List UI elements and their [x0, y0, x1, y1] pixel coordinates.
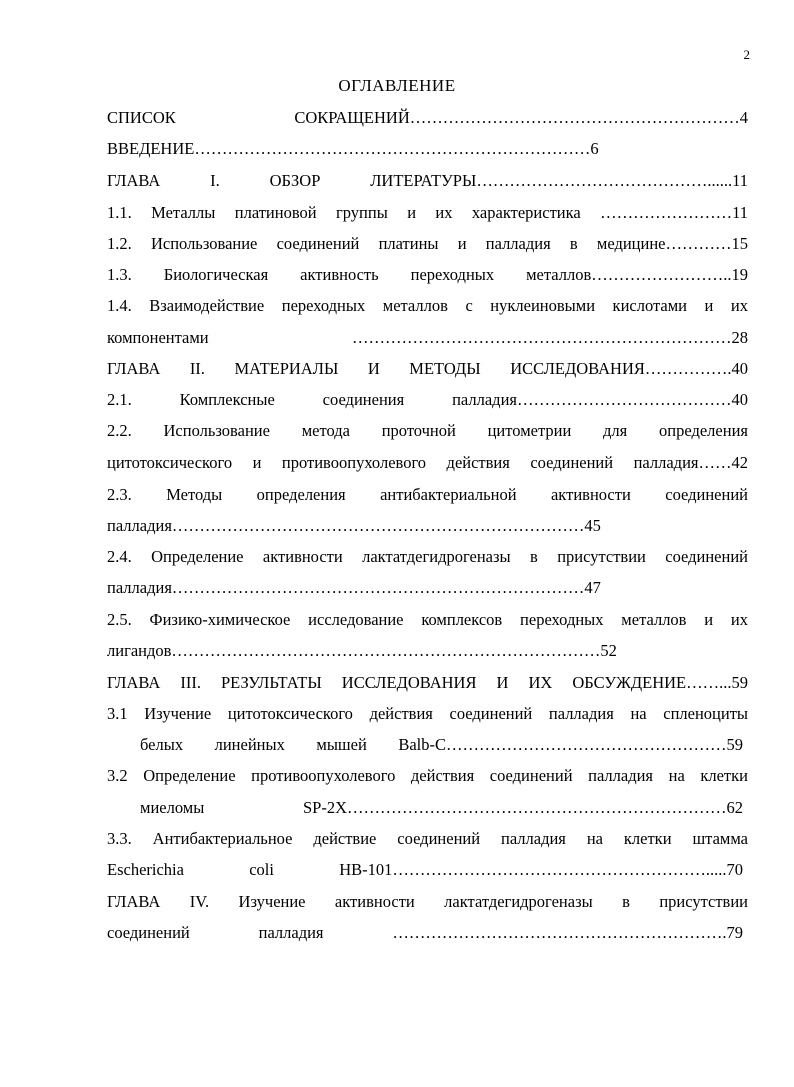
- toc-entry: цитотоксического и противоопухолевого действия соединений палладия……42: [107, 453, 748, 472]
- page-title: ОГЛАВЛЕНИЕ: [338, 76, 456, 95]
- toc-entry: ГЛАВА II. МАТЕРИАЛЫ И МЕТОДЫ ИССЛЕДОВАНИЯ…………….40: [107, 359, 748, 378]
- toc-entry: палладия…………………………………………………………………47: [107, 578, 601, 597]
- toc-entry: палладия…………………………………………………………………45: [107, 516, 601, 535]
- toc-entry: соединений палладия …………………………………………………….79: [107, 923, 743, 942]
- toc-entry: 3.2 Определение противоопухолевого действия соединений палладия на клетки: [107, 766, 748, 785]
- toc-entry: лигандов……………………………………………………………………52: [107, 641, 617, 660]
- toc-entry: 3.1 Изучение цитотоксического действия соединений палладия на спленоциты: [107, 704, 748, 723]
- toc-entry: 1.2. Использование соединений платины и палладия в медицине…………15: [107, 234, 748, 253]
- page-number: 2: [743, 47, 750, 62]
- toc-entry: Escherichia coli HB-101………………………………………………….....70: [107, 860, 743, 879]
- toc-entry: 2.4. Определение активности лактатдегидрогеназы в присутствии соединений: [107, 547, 748, 566]
- toc-entry: миеломы SP-2X……………………………………………………………62: [140, 798, 743, 817]
- toc-entry: 2.5. Физико-химическое исследование комплексов переходных металлов и их: [107, 610, 748, 629]
- toc-entry: СПИСОК СОКРАЩЕНИЙ……………………………………………………4: [107, 108, 748, 127]
- toc-entry: 2.2. Использование метода проточной цитометрии для определения: [107, 421, 748, 440]
- toc-entry: 1.4. Взаимодействие переходных металлов с нуклеиновыми кислотами и их: [107, 296, 748, 315]
- toc-entry: 3.3. Антибактериальное действие соединений палладия на клетки штамма: [107, 829, 748, 848]
- toc-entry: ГЛАВА IV. Изучение активности лактатдегидрогеназы в присутствии: [107, 892, 748, 911]
- toc-entry: ГЛАВА I. ОБЗОР ЛИТЕРАТУРЫ……………………………………......11: [107, 171, 748, 190]
- toc-entry: компонентами ……………………………………………………………28: [107, 328, 748, 347]
- toc-entry: ВВЕДЕНИЕ………………………………………………………………6: [107, 139, 599, 158]
- toc-entry: белых линейных мышей Balb-C……………………………………………59: [140, 735, 743, 754]
- toc-entry: 2.1. Комплексные соединения палладия…………………………………40: [107, 390, 748, 409]
- toc-entry: ГЛАВА III. РЕЗУЛЬТАТЫ ИССЛЕДОВАНИЯ И ИХ ОБСУЖДЕНИЕ……...59: [107, 673, 748, 692]
- toc-entry: 2.3. Методы определения антибактериальной активности соединений: [107, 485, 748, 504]
- toc-entry: 1.1. Металлы платиновой группы и их характеристика ……………………11: [107, 203, 748, 222]
- toc-entry: 1.3. Биологическая активность переходных металлов……………………..19: [107, 265, 748, 284]
